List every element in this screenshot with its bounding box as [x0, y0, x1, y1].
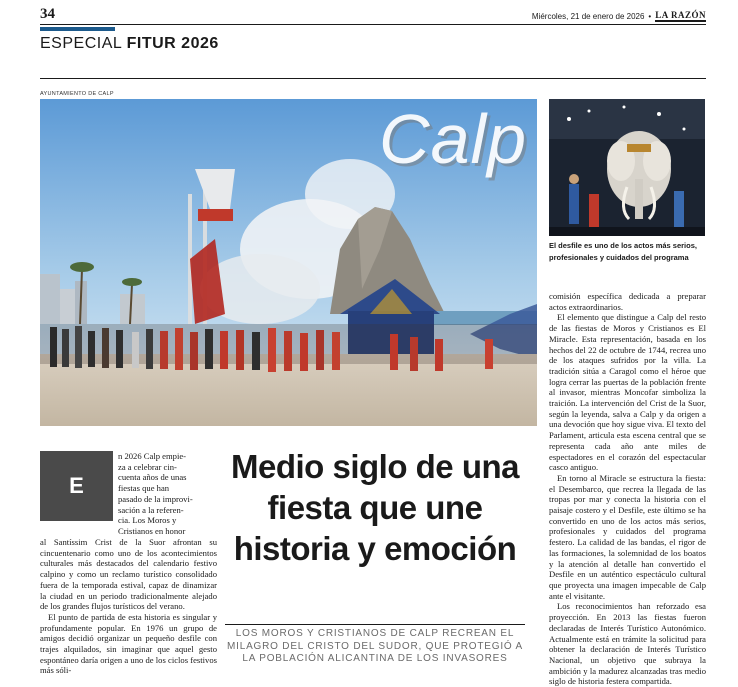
bullet-separator: •: [648, 11, 652, 21]
article-column-3: [549, 291, 706, 687]
publication-name: LA RAZÓN: [655, 10, 706, 20]
article-paragraph: En torno al Miracle se estructura la fiesta: el Desembarco, que recrea la llegada de las tropas por mar y conecta la historia con el paisaje costero y el Desfile, este último se ha convertido en uno de los actos más serios, profesionales y cuidados del programa festero. La calidad de las bandas, el rigor de las formaciones, la solemnidad de los boatos y la atención al detalle han convertido el Desfile en un auténtico espectáculo cultural que proyecta una imagen impecable de Calp ante el visitante.: [549, 472, 706, 601]
section-rule: [40, 78, 706, 79]
article-paragraph: El elemento que distingue a Calp del resto de las fiestas de Moros y Cristianos es El Miracle. Esta representación, basada en los hechos del 22 de octubre de 1744, recrea uno de los ataques sufridos por la villa. La tradición sitúa a Caragol como el héroe que logra cerrar las puertas de la población frente al invasor, mientras Moncofar simboliza la traición. La intervención del Crist de la Suor, según la leyenda, salva a Calp y da origen a una devoción que hoy sigue viva. El texto del Parlament, articula esta escena central que se representa cada año ante miles de espectadores en el corazón del espectacular casco antiguo.: [549, 312, 706, 473]
issue-date: Miércoles, 21 de enero de 2026: [531, 11, 645, 21]
article-line: pasado de la improvi-: [118, 493, 193, 504]
article-line: n 2026 Calp empie-: [118, 451, 187, 461]
article-line: fiestas que han: [118, 483, 170, 494]
photo-credit: AYUNTAMIENTO DE CALP: [40, 91, 114, 97]
section-title-light: ESPECIAL: [40, 35, 122, 52]
date-line: [532, 10, 706, 22]
main-photo: [40, 99, 537, 426]
subheadline: LOS MOROS Y CRISTIANOS DE CALP RECREAN EL MILAGRO DEL CRISTO DEL SUDOR, QUE PROTEGIÓ A LA POBLACIÓN ALICANTINA DE LOS INVASORES: [225, 624, 525, 666]
photo-overlay-title: Calp: [379, 100, 527, 178]
side-photo-caption: El desfile es uno de los actos más serios, profesionales y cuidados del programa: [549, 241, 697, 262]
page-number: 34: [40, 6, 55, 22]
article-column-1: [40, 537, 217, 675]
headline: Medio siglo de una fiesta que une historia y emoción: [230, 448, 520, 567]
article-column-1-top: [118, 451, 217, 537]
section-title-bold: FITUR 2026: [126, 35, 219, 52]
parade-photo-illustration: [549, 99, 705, 236]
article-paragraph: al Santíssim Crist de la Suor afrontan su cincuentenario como uno de los acontecimientos culturales más destacados del calendario festivo calpino y como un reclamo turístico consolidado fuera de la temporada estival, capaz de dinamizar la ciudad en un periodo tradicionalmente alejado de los grandes flujos turísticos del verano.: [40, 537, 217, 612]
article-paragraph: comisión específica dedicada a preparar actos extraordinarios.: [549, 291, 706, 312]
side-photo: [549, 99, 705, 236]
article-line: za a celebrar cin-: [118, 461, 177, 472]
article-line: cia. Los Moros y: [118, 515, 177, 526]
drop-cap: E: [40, 451, 113, 521]
section-title: [40, 35, 219, 53]
article-line: sación a la referen-: [118, 504, 184, 515]
article-paragraph: Los reconocimientos han reforzado esa proyección. En 2013 las fiestas fueron declaradas de Interés Turístico Autonómico. Actualmente está en trámite la solicitud para obtener la declaración de Interés Turístico Nacional, un objetivo que subraya la ambición y la madurez alcanzadas tras medio siglo de historia festera compartida.: [549, 601, 706, 687]
header-rule: [40, 24, 706, 25]
article-paragraph: El punto de partida de esta historia es singular y profundamente popular. En 1976 un grupo de amigos decidió organizar un pequeño desfile con trajes alquilados, sin imaginar que aquel gesto espontáneo daría origen a uno de los ciclos festivos más sóli-: [40, 611, 217, 676]
article-line: Cristianos en honor: [118, 525, 186, 536]
section-accent-bar: [40, 27, 115, 31]
article-line: cuenta años de unas: [118, 472, 187, 483]
